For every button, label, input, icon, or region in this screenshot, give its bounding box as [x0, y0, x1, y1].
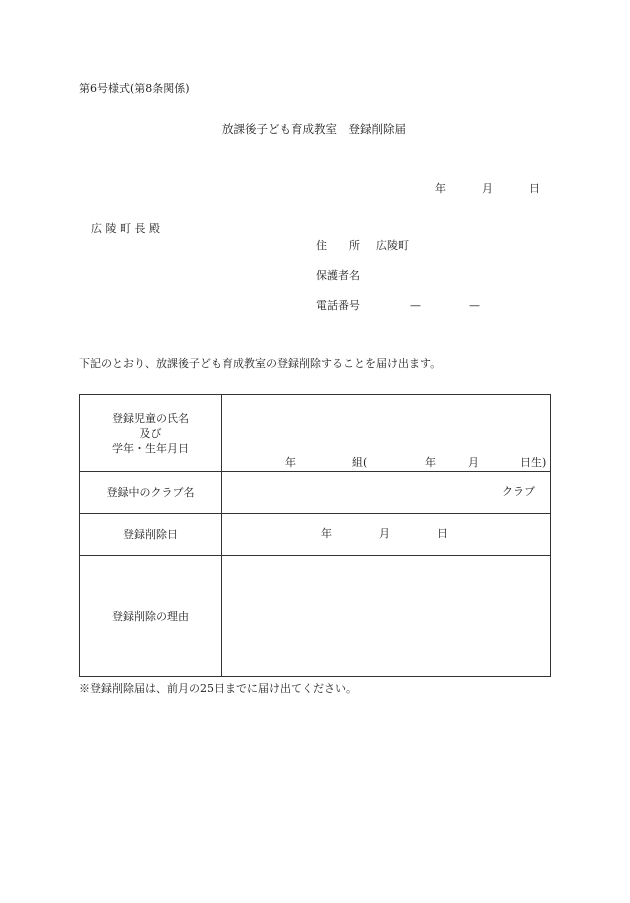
form-number: 第6号様式(第8条関係)	[79, 82, 190, 95]
birth-year-label: 年	[425, 456, 436, 469]
child-label-cell	[80, 395, 222, 472]
club-row	[80, 472, 551, 514]
phone-label: 電話番号	[316, 299, 360, 312]
reason-label-cell: 登録削除の理由	[80, 556, 222, 677]
child-row	[80, 395, 551, 472]
club-suffix: クラブ	[502, 485, 535, 498]
child-label-line2: 及び	[139, 426, 162, 440]
form-title: 放課後子ども育成教室 登録削除届	[222, 122, 406, 136]
child-label-line1: 登録児童の氏名	[112, 411, 189, 425]
delete-date-value-cell[interactable]	[222, 514, 551, 556]
address-value: 広陵町	[376, 239, 409, 252]
delete-year-label: 年	[321, 527, 332, 540]
date-year-label: 年	[435, 182, 446, 195]
intro-text: 下記のとおり、放課後子ども育成教室の登録削除することを届け出ます。	[79, 357, 442, 370]
delete-month-label: 月	[379, 527, 390, 540]
child-label-line3: 学年・生年月日	[112, 441, 189, 455]
child-value-cell[interactable]	[222, 395, 551, 472]
phone-dash-2: —	[469, 299, 480, 312]
delete-day-label: 日	[437, 527, 448, 540]
club-value-cell[interactable]	[222, 472, 551, 514]
birth-month-label: 月	[468, 456, 479, 469]
grade-class-label: 組(	[352, 456, 368, 469]
phone-dash-1: —	[410, 299, 421, 312]
guardian-label: 保護者名	[316, 269, 360, 282]
deregistration-table	[79, 394, 551, 677]
date-day-label: 日	[529, 182, 540, 195]
footnote: ※登録削除届は、前月の25日までに届け出てください。	[79, 682, 357, 695]
grade-year-label: 年	[285, 456, 296, 469]
delete-date-label-cell: 登録削除日	[80, 514, 222, 556]
birth-day-label: 日生)	[520, 456, 547, 469]
reason-value-cell[interactable]	[222, 556, 551, 677]
reason-row	[80, 556, 551, 677]
address-label: 住 所	[316, 239, 360, 252]
delete-date-row	[80, 514, 551, 556]
club-label-cell: 登録中のクラブ名	[80, 472, 222, 514]
date-month-label: 月	[482, 182, 493, 195]
addressee: 広 陵 町 長 殿	[91, 222, 160, 235]
